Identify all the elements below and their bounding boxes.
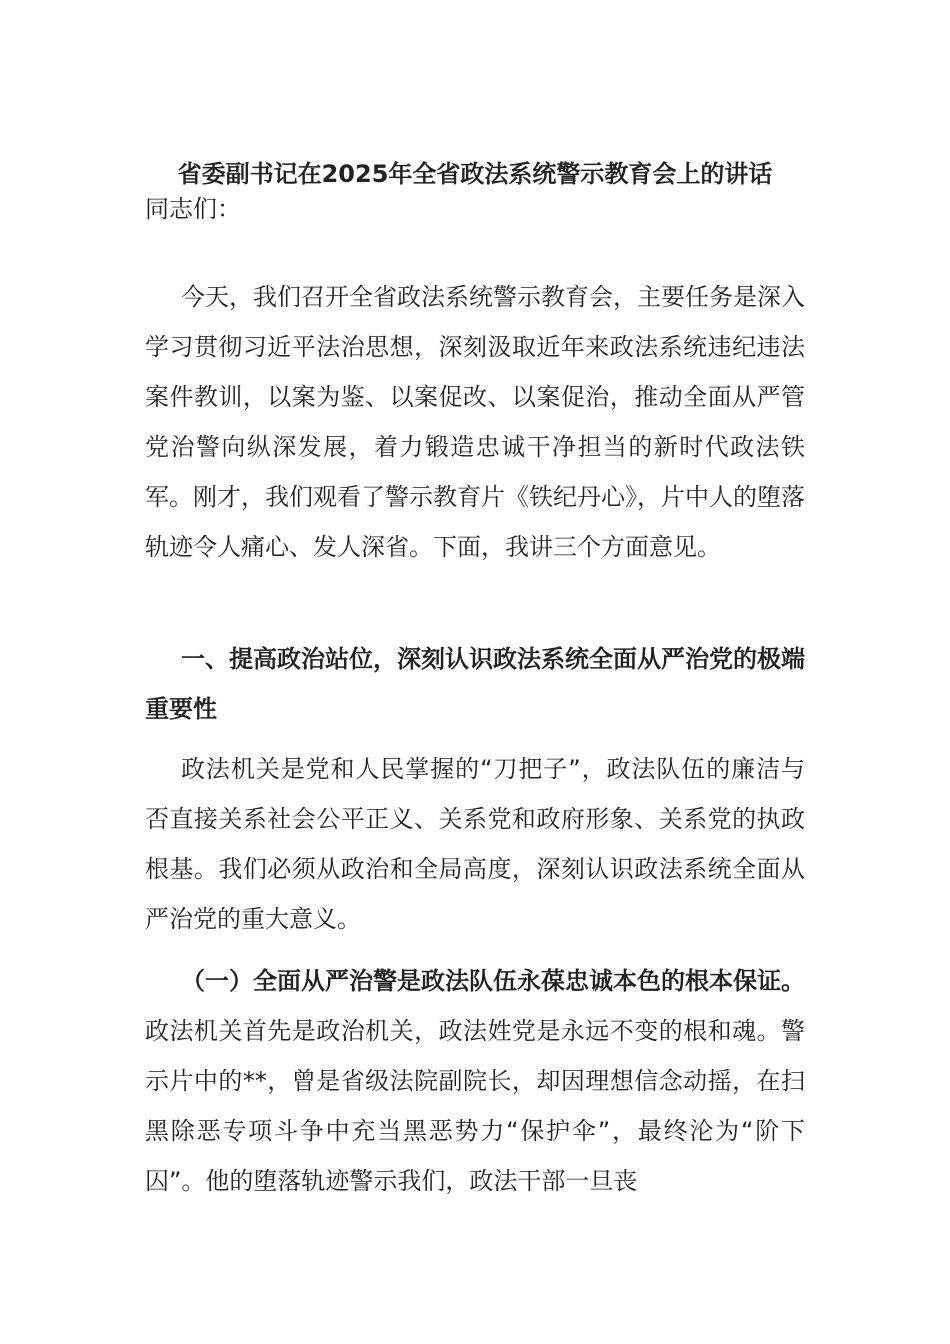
section-1-paragraph: 政法机关是党和人民掌握的“刀把子”，政法队伍的廉洁与否直接关系社会公平正义、关系党和政府形象、关系党的执政根基。我们必须从政治和全局高度，深刻认识政法系统全面从严治党的重大意义。 [145, 755, 805, 933]
subsection-1-body: 政法机关首先是政治机关，政法姓党是永远不变的根和魂。警示片中的**，曾是省级法院副院长，却因理想信念动摇，在扫黑除恶专项斗争中充当黑恶势力“保护伞”，最终沦为“阶下囚”。他的堕落轨迹警示我们，政法干部一旦丧 [145, 1017, 805, 1195]
section-heading-1: 一、提高政治站位，深刻认识政法系统全面从严治党的极端重要性 [145, 645, 805, 723]
intro-paragraph: 今天，我们召开全省政法系统警示教育会，主要任务是深入学习贯彻习近平法治思想，深刻汲取近年来政法系统违纪违法案件教训，以案为鉴、以案促改、以案促治，推动全面从严管党治警向纵深发展，着力锻造忠诚干净担当的新时代政法铁军。刚才，我们观看了警示教育片《铁纪丹心》，片中人的堕落轨迹令人痛心、发人深省。下面，我讲三个方面意见。 [145, 283, 805, 561]
subsection-1-paragraph [145, 956, 805, 1206]
document-title: 省委副书记在2025年全省政法系统警示教育会上的讲话 [177, 160, 773, 188]
subsection-1-lead: （一）全面从严治警是政法队伍永葆忠诚本色的根本保证。 [181, 967, 805, 995]
salutation: 同志们： [145, 195, 241, 223]
